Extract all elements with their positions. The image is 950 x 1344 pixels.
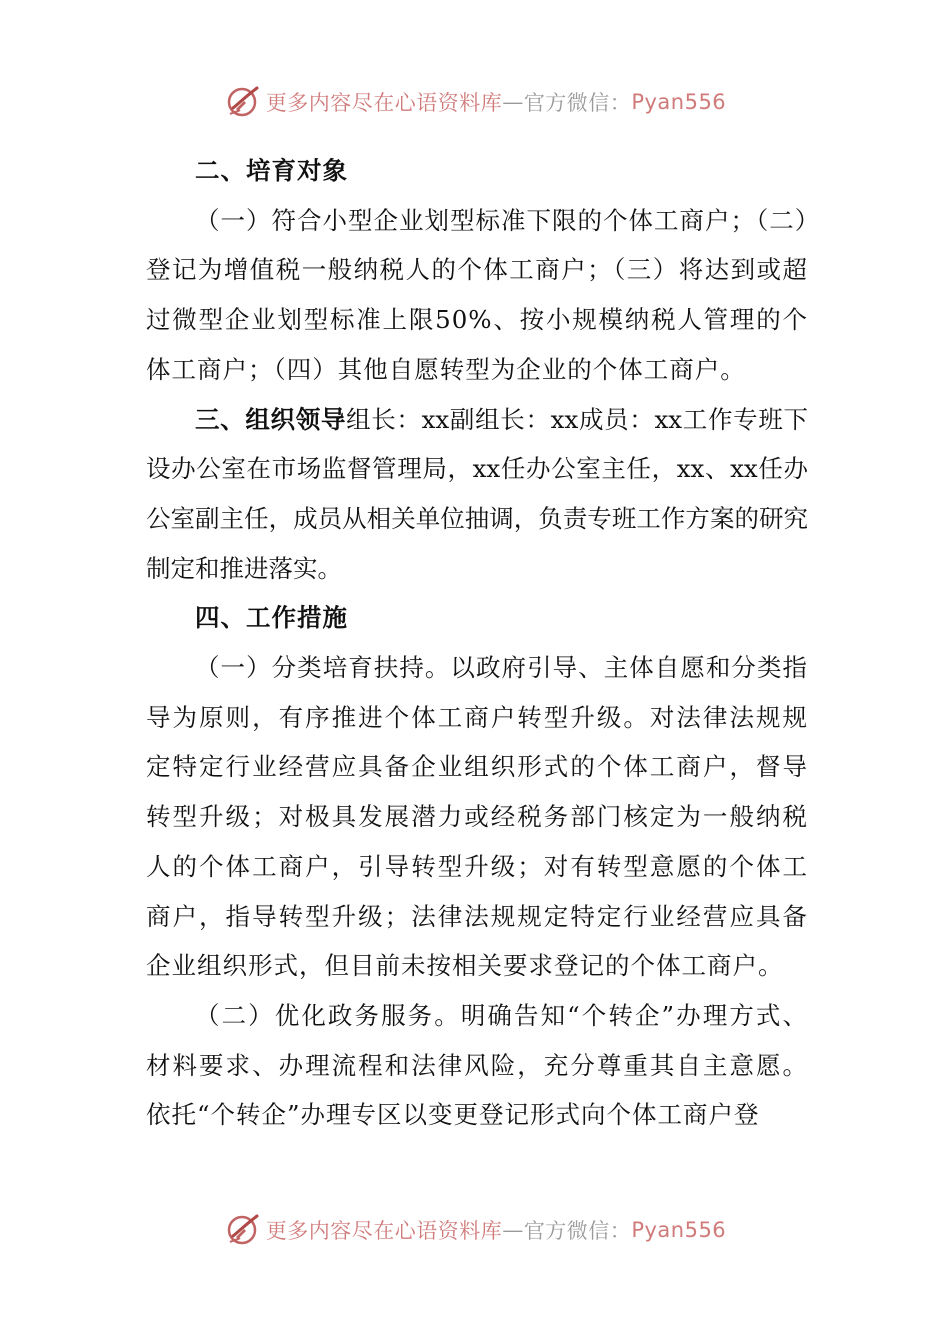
section-3-body: 组长：xx副组长：xx成员：xx工作专班下设办公室在市场监督管理局，xx任办公室主任，xx、xx任办公室副主任，成员从相关单位抽调，负责专班工作方案的研究制定和推进落实。 [146,404,809,583]
section-3-paragraph [146,395,808,594]
watermark-dash: — [502,1218,524,1242]
document-body [146,146,808,1140]
watermark-text: 更多内容尽在心语资料库 [265,1219,503,1243]
section-4-paragraph-2: （二）优化政务服务。明确告知“个转企”办理方式、材料要求、办理流程和法律风险，充分尊重其自主意愿。依托“个转企”办理专区以变更登记形式向个体工商户登 [146,1000,808,1130]
watermark-wechat-label: 官方微信： [523,91,632,115]
watermark-dash: — [502,90,524,114]
section-2-heading: 二、培育对象 [195,156,348,185]
watermark-wechat-id: Pyan556 [631,1218,727,1242]
section-4-heading: 四、工作措施 [195,603,348,633]
watermark-banner-bottom [0,1208,950,1252]
watermark-wechat-label: 官方微信： [523,1219,632,1243]
section-4-paragraph-1: （一）分类培育扶持。以政府引导、主体自愿和分类指导为原则，有序推进个体工商户转型升级。对法律法规规定特定行业经营应具备企业组织形式的个体工商户，督导转型升级；对极具发展潜力或经税务部门核定为一般纳税人的个体工商户，引导转型升级；对有转型意愿的个体工商户，指导转型升级；法律法规规定特定行业经营应具备企业组织形式，但目前未按相关要求登记的个体工商户。 [146,653,808,981]
watermark-banner-top [0,80,950,124]
section-2-body: （一）符合小型企业划型标准下限的个体工商户；（二）登记为增值税一般纳税人的个体工商户；（三）将达到或超过微型企业划型标准上限50%、按小规模纳税人管理的个体工商户；（四）其他自愿转型为企业的个体工商户。 [146,205,808,384]
brush-logo-icon [224,82,264,122]
watermark-wechat-id: Pyan556 [631,90,727,114]
watermark-text: 更多内容尽在心语资料库 [265,91,503,115]
section-3-heading: 三、组织领导 [195,404,347,434]
brush-logo-icon [224,1210,264,1250]
